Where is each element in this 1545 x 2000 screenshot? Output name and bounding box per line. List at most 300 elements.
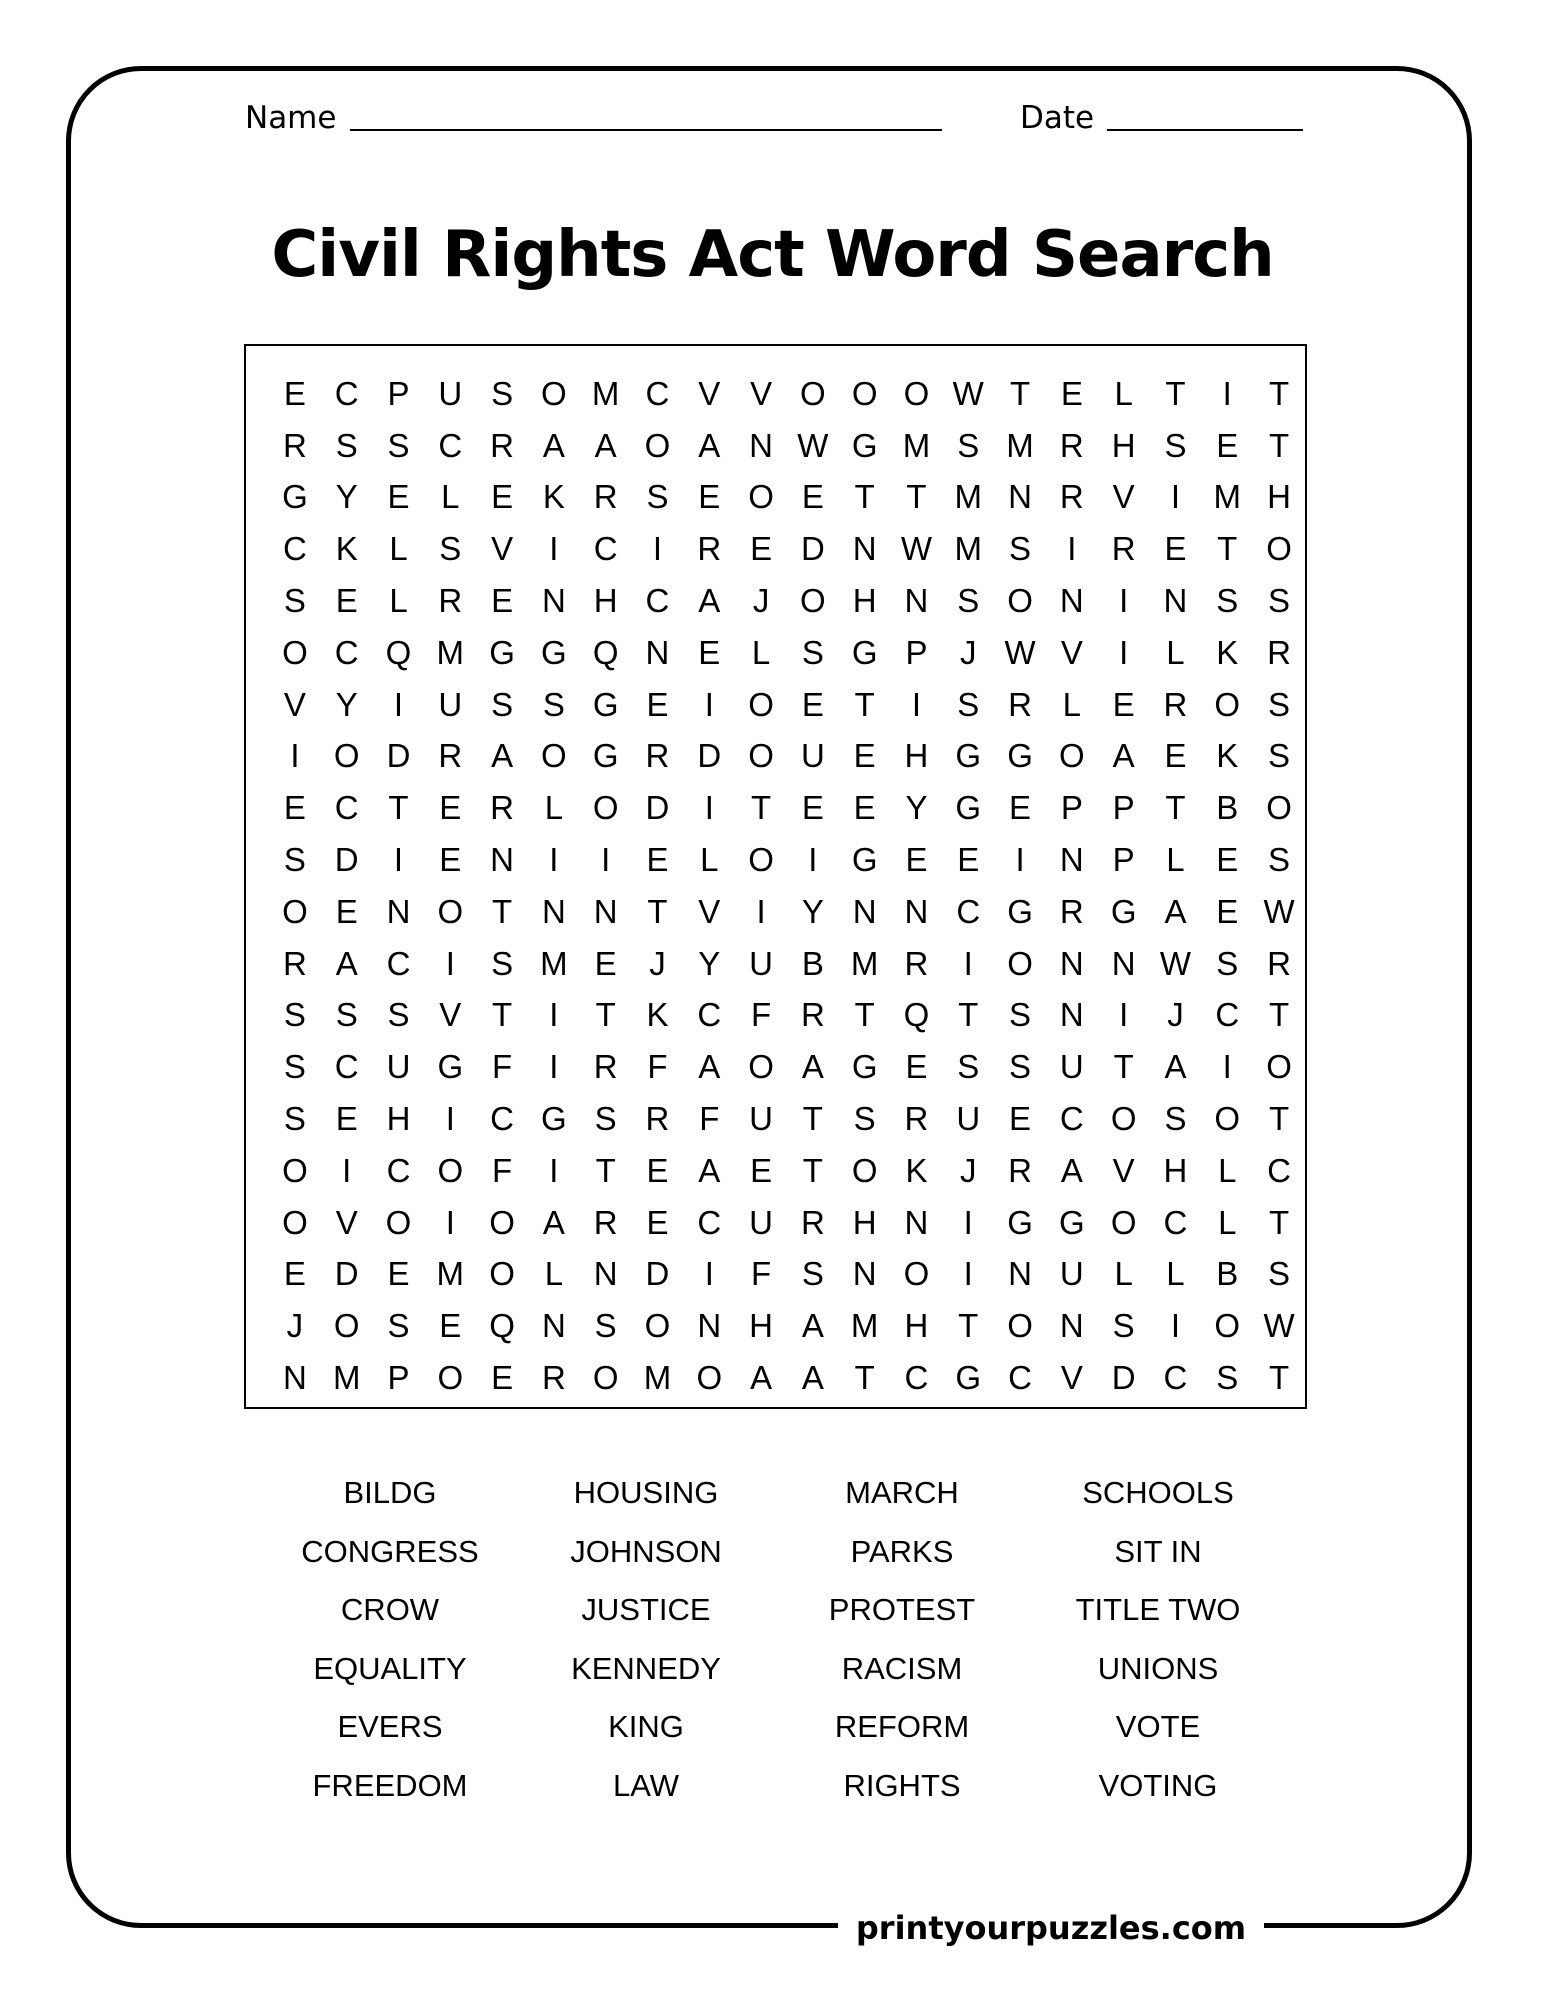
date-field-line — [1107, 129, 1303, 131]
grid-cell: I — [1015, 841, 1025, 879]
grid-cell: R — [490, 789, 514, 827]
grid-cell: S — [957, 426, 980, 464]
grid-cell: O — [282, 1151, 308, 1189]
grid-cell: R — [438, 582, 463, 620]
grid-cell: D — [645, 1255, 670, 1293]
grid-cell: T — [1165, 374, 1186, 412]
grid-cell: D — [1111, 1359, 1136, 1397]
grid-cell: T — [1268, 1203, 1290, 1241]
grid-cell: Y — [335, 685, 358, 723]
grid-cell: A — [1112, 737, 1135, 775]
grid-cell: S — [387, 1307, 410, 1345]
grid-cell: T — [1268, 1359, 1290, 1397]
grid-cell: A — [750, 1359, 773, 1397]
grid-cell: V — [491, 530, 514, 568]
grid-cell: G — [592, 685, 619, 723]
grid-cell: I — [756, 892, 766, 930]
grid-cell: I — [393, 841, 404, 879]
grid-cell: O — [437, 1359, 464, 1397]
grid-cell: W — [952, 374, 984, 412]
grid-cell: N — [1059, 1307, 1084, 1345]
grid-cell: T — [492, 892, 513, 930]
grid-cell: S — [1216, 944, 1239, 982]
grid-cell: E — [439, 789, 462, 827]
grid-cell: A — [1164, 892, 1187, 930]
grid-cell: R — [800, 996, 825, 1034]
grid-cell: O — [644, 1307, 671, 1345]
grid-cell: G — [437, 1048, 464, 1086]
grid-cell: N — [852, 530, 877, 568]
grid-cell: O — [1214, 1307, 1241, 1345]
grid-cell: E — [646, 1203, 669, 1241]
grid-cell: R — [1267, 944, 1291, 982]
grid-cell: B — [1216, 1255, 1239, 1293]
grid-cell: G — [1007, 1203, 1033, 1241]
grid-cell: I — [808, 841, 818, 879]
grid-cell: I — [445, 1203, 455, 1241]
grid-cell: V — [750, 374, 773, 412]
grid-cell: S — [1268, 1255, 1291, 1293]
grid-cell: K — [905, 1151, 928, 1189]
grid-cell: S — [1009, 530, 1032, 568]
grid-cell: G — [1059, 1203, 1085, 1241]
grid-cell: G — [851, 1048, 878, 1086]
grid-cell: H — [386, 1100, 411, 1138]
grid-cell: E — [1216, 841, 1239, 879]
grid-cell: R — [1008, 1151, 1032, 1189]
name-label: Name — [245, 100, 337, 136]
grid-cell: T — [854, 478, 875, 516]
word-list-item: BILDG — [343, 1475, 437, 1511]
grid-cell: C — [1008, 1359, 1032, 1397]
grid-cell: E — [1060, 374, 1083, 412]
grid-cell: I — [704, 789, 714, 827]
grid-cell: E — [750, 530, 773, 568]
grid-cell: S — [594, 1307, 617, 1345]
grid-cell: K — [1216, 737, 1239, 775]
grid-cell: V — [1112, 478, 1135, 516]
grid-cell: O — [282, 1203, 308, 1241]
grid-cell: E — [957, 841, 980, 879]
grid-cell: G — [1007, 737, 1033, 775]
grid-cell: R — [800, 1203, 825, 1241]
grid-cell: A — [594, 426, 617, 464]
grid-cell: O — [1214, 1100, 1241, 1138]
word-list-item: EVERS — [337, 1709, 443, 1745]
grid-cell: O — [541, 374, 567, 412]
grid-cell: M — [850, 1307, 879, 1345]
grid-cell: M — [591, 374, 620, 412]
grid-cell: D — [334, 841, 359, 879]
grid-cell: S — [1268, 582, 1291, 620]
grid-cell: L — [700, 841, 719, 879]
grid-cell: V — [698, 892, 721, 930]
grid-cell: J — [960, 1151, 977, 1189]
grid-cell: R — [282, 944, 307, 982]
grid-cell: S — [283, 841, 306, 879]
grid-cell: N — [1059, 996, 1084, 1034]
grid-cell: I — [1119, 582, 1129, 620]
grid-cell: O — [282, 633, 308, 671]
grid-cell: E — [853, 789, 876, 827]
grid-cell: L — [1166, 841, 1185, 879]
grid-cell: C — [490, 1100, 514, 1138]
grid-cell: H — [593, 582, 618, 620]
grid-cell: F — [699, 1100, 720, 1138]
word-list-item: EQUALITY — [313, 1650, 467, 1686]
grid-cell: S — [491, 944, 514, 982]
grid-cell: V — [335, 1203, 358, 1241]
grid-cell: O — [696, 1359, 723, 1397]
grid-cell: O — [333, 737, 360, 775]
word-list-item: SCHOOLS — [1082, 1475, 1234, 1511]
grid-cell: I — [445, 1100, 455, 1138]
grid-cell: T — [1268, 996, 1290, 1034]
grid-cell: O — [592, 789, 619, 827]
word-list-item: HOUSING — [573, 1475, 719, 1511]
grid-cell: V — [1112, 1151, 1135, 1189]
grid-cell: I — [704, 685, 714, 723]
grid-cell: T — [906, 478, 927, 516]
grid-cell: M — [436, 633, 465, 671]
grid-cell: P — [387, 1359, 410, 1397]
grid-cell: L — [1114, 1255, 1133, 1293]
grid-cell: U — [956, 1100, 981, 1138]
word-list-item: TITLE TWO — [1075, 1592, 1241, 1628]
grid-cell: T — [595, 996, 616, 1034]
grid-cell: C — [282, 530, 307, 568]
grid-cell: M — [1006, 426, 1034, 464]
word-list-item: MARCH — [845, 1475, 959, 1511]
word-list-item: JUSTICE — [581, 1592, 711, 1628]
grid-cell: E — [801, 685, 824, 723]
grid-cell: U — [438, 685, 463, 723]
word-list-item: JOHNSON — [570, 1533, 722, 1569]
grid-cell: B — [1216, 789, 1239, 827]
grid-cell: G — [851, 426, 878, 464]
grid-cell: O — [903, 1255, 930, 1293]
grid-cell: S — [957, 685, 980, 723]
word-list-item: LAW — [612, 1767, 680, 1803]
grid-cell: I — [1119, 996, 1129, 1034]
grid-cell: S — [646, 478, 669, 516]
grid-cell: K — [542, 478, 565, 516]
grid-cell: C — [386, 944, 411, 982]
grid-cell: I — [290, 737, 300, 775]
grid-cell: A — [1060, 1151, 1083, 1189]
grid-cell: E — [335, 892, 358, 930]
grid-cell: R — [282, 426, 307, 464]
grid-cell: R — [1267, 633, 1291, 671]
grid-cell: O — [748, 478, 774, 516]
grid-cell: O — [748, 841, 774, 879]
grid-cell: E — [646, 841, 669, 879]
grid-cell: C — [697, 1203, 722, 1241]
word-list-item: CROW — [340, 1592, 440, 1628]
grid-cell: S — [1164, 426, 1187, 464]
grid-cell: O — [1266, 1048, 1292, 1086]
grid-cell: F — [750, 996, 772, 1034]
grid-cell: N — [1111, 944, 1136, 982]
grid-cell: Y — [905, 789, 928, 827]
grid-cell: G — [851, 633, 878, 671]
grid-cell: S — [283, 582, 306, 620]
word-list-item: VOTING — [1098, 1767, 1218, 1803]
grid-cell: G — [541, 633, 567, 671]
grid-cell: T — [750, 789, 772, 827]
grid-cell: C — [904, 1359, 929, 1397]
grid-cell: R — [1008, 685, 1032, 723]
grid-cell: V — [698, 374, 721, 412]
grid-cell: C — [334, 374, 359, 412]
grid-cell: E — [801, 789, 824, 827]
grid-cell: S — [1009, 996, 1032, 1034]
grid-cell: E — [905, 1048, 928, 1086]
grid-cell: E — [801, 478, 824, 516]
grid-cell: S — [1216, 582, 1239, 620]
grid-cell: U — [1059, 1255, 1084, 1293]
grid-cell: Q — [385, 633, 412, 671]
grid-cell: A — [698, 1151, 721, 1189]
grid-cell: E — [439, 841, 462, 879]
grid-cell: I — [549, 1048, 559, 1086]
grid-cell: V — [1060, 633, 1083, 671]
grid-cell: R — [904, 1100, 929, 1138]
grid-cell: C — [1163, 1359, 1188, 1397]
grid-cell: E — [646, 1151, 669, 1189]
grid-cell: A — [698, 1048, 721, 1086]
grid-cell: H — [904, 737, 929, 775]
grid-cell: V — [439, 996, 462, 1034]
grid-cell: A — [1164, 1048, 1187, 1086]
grid-cell: I — [549, 996, 559, 1034]
grid-cell: S — [1268, 841, 1291, 879]
grid-cell: Q — [903, 996, 930, 1034]
grid-cell: M — [332, 1359, 361, 1397]
grid-cell: I — [1067, 530, 1077, 568]
word-list-item: UNIONS — [1097, 1650, 1219, 1686]
grid-cell: C — [956, 892, 981, 930]
grid-cell: L — [544, 789, 564, 827]
grid-cell: C — [334, 633, 359, 671]
grid-cell: O — [851, 1151, 878, 1189]
grid-cell: E — [646, 685, 669, 723]
grid-cell: N — [593, 892, 618, 930]
grid-cell: J — [960, 633, 977, 671]
grid-cell: S — [335, 426, 358, 464]
grid-cell: H — [852, 582, 877, 620]
grid-cell: U — [1059, 1048, 1084, 1086]
grid-cell: W — [1004, 633, 1036, 671]
grid-cell: S — [1112, 1307, 1135, 1345]
grid-cell: N — [1059, 944, 1084, 982]
word-list — [262, 1464, 1292, 1815]
grid-cell: I — [393, 685, 404, 723]
grid-cell: I — [911, 685, 922, 723]
grid-cell: F — [750, 1255, 772, 1293]
grid-cell: Q — [592, 633, 619, 671]
word-list-item: KING — [608, 1709, 684, 1745]
grid-cell: E — [698, 478, 721, 516]
grid-cell: E — [1009, 789, 1032, 827]
grid-cell: E — [698, 633, 721, 671]
grid-cell: L — [544, 1255, 564, 1293]
grid-cell: S — [387, 996, 410, 1034]
grid-cell: T — [1268, 1100, 1290, 1138]
grid-cell: N — [490, 841, 514, 879]
grid-cell: T — [1217, 530, 1238, 568]
grid-cell: C — [645, 582, 670, 620]
page-title: Civil Rights Act Word Search — [271, 218, 1274, 292]
grid-cell: J — [1167, 996, 1184, 1034]
letter-grid-box — [244, 344, 1307, 1409]
letter-grid — [269, 368, 1305, 1404]
grid-cell: L — [1114, 374, 1133, 412]
grid-cell: C — [438, 426, 463, 464]
grid-cell: U — [438, 374, 463, 412]
grid-cell: B — [801, 944, 824, 982]
grid-cell: M — [902, 426, 931, 464]
grid-cell: T — [854, 685, 875, 723]
grid-cell: I — [445, 944, 455, 982]
grid-cell: J — [649, 944, 666, 982]
grid-cell: G — [1007, 892, 1033, 930]
grid-cell: T — [492, 996, 513, 1034]
grid-cell: L — [1166, 633, 1185, 671]
grid-cell: E — [750, 1151, 773, 1189]
grid-cell: R — [541, 1359, 566, 1397]
grid-cell: E — [491, 1359, 514, 1397]
grid-cell: N — [541, 1307, 566, 1345]
grid-cell: M — [643, 1359, 672, 1397]
grid-cell: R — [438, 737, 463, 775]
grid-cell: G — [955, 789, 982, 827]
grid-cell: O — [748, 737, 774, 775]
grid-cell: E — [1216, 892, 1239, 930]
grid-cell: I — [1222, 1048, 1232, 1086]
grid-cell: O — [592, 1359, 619, 1397]
grid-cell: E — [1164, 530, 1187, 568]
grid-cell: N — [852, 1255, 877, 1293]
date-label: Date — [1020, 100, 1095, 136]
grid-cell: S — [542, 685, 565, 723]
grid-cell: W — [900, 530, 933, 568]
grid-cell: S — [439, 530, 462, 568]
grid-cell: L — [389, 530, 408, 568]
grid-cell: E — [1216, 426, 1239, 464]
grid-cell: N — [645, 633, 670, 671]
word-list-item: RIGHTS — [843, 1767, 961, 1803]
grid-cell: W — [797, 426, 829, 464]
grid-cell: M — [436, 1255, 465, 1293]
grid-cell: H — [1111, 426, 1136, 464]
grid-cell: P — [387, 374, 410, 412]
grid-cell: O — [644, 426, 671, 464]
grid-cell: L — [389, 582, 408, 620]
grid-cell: O — [1007, 944, 1033, 982]
grid-cell: L — [1218, 1203, 1237, 1241]
word-list-item: RACISM — [841, 1650, 963, 1686]
grid-cell: N — [1163, 582, 1188, 620]
grid-cell: F — [492, 1048, 513, 1086]
grid-cell: L — [1218, 1151, 1237, 1189]
grid-cell: R — [645, 737, 670, 775]
grid-cell: I — [963, 1203, 973, 1241]
grid-cell: G — [541, 1100, 567, 1138]
grid-cell: O — [1214, 685, 1241, 723]
grid-cell: N — [593, 1255, 618, 1293]
grid-cell: E — [439, 1307, 462, 1345]
grid-cell: S — [491, 374, 514, 412]
word-list-item: VOTE — [1115, 1709, 1201, 1745]
grid-cell: N — [852, 892, 877, 930]
grid-cell: U — [749, 1100, 773, 1138]
grid-cell: D — [334, 1255, 359, 1293]
grid-cell: N — [1059, 582, 1084, 620]
grid-cell: C — [645, 374, 670, 412]
grid-cell: S — [957, 1048, 980, 1086]
grid-cell: P — [1112, 789, 1135, 827]
grid-cell: N — [541, 582, 566, 620]
grid-cell: S — [335, 996, 358, 1034]
grid-cell: R — [1059, 478, 1084, 516]
word-list-item: FREEDOM — [312, 1767, 468, 1803]
grid-cell: N — [697, 1307, 722, 1345]
grid-cell: A — [698, 426, 721, 464]
grid-cell: E — [1112, 685, 1135, 723]
grid-cell: M — [850, 944, 879, 982]
grid-cell: R — [1059, 892, 1084, 930]
grid-cell: O — [333, 1307, 360, 1345]
grid-cell: O — [541, 737, 567, 775]
grid-cell: D — [800, 530, 825, 568]
grid-cell: G — [592, 737, 619, 775]
grid-cell: O — [385, 1203, 412, 1241]
word-list-item: PROTEST — [828, 1592, 976, 1628]
grid-cell: V — [283, 685, 306, 723]
grid-cell: M — [540, 944, 568, 982]
grid-cell: E — [283, 374, 306, 412]
grid-cell: T — [802, 1100, 823, 1138]
grid-cell: T — [958, 1307, 979, 1345]
word-list-item: KENNEDY — [571, 1650, 721, 1686]
grid-cell: O — [489, 1203, 515, 1241]
grid-cell: P — [1060, 789, 1083, 827]
grid-cell: C — [334, 1048, 359, 1086]
grid-cell: S — [801, 1255, 824, 1293]
grid-cell: A — [491, 737, 514, 775]
grid-cell: S — [957, 582, 980, 620]
grid-cell: S — [594, 1100, 617, 1138]
grid-cell: N — [1008, 1255, 1032, 1293]
grid-cell: G — [955, 737, 982, 775]
grid-cell: L — [1166, 1255, 1185, 1293]
grid-cell: S — [1268, 737, 1291, 775]
word-list-item: PARKS — [850, 1533, 954, 1569]
grid-cell: R — [645, 1100, 670, 1138]
grid-cell: P — [1112, 841, 1135, 879]
grid-cell: T — [647, 892, 668, 930]
grid-cell: W — [1159, 944, 1192, 982]
grid-cell: H — [1267, 478, 1291, 516]
grid-cell: W — [1263, 892, 1295, 930]
grid-cell: R — [1059, 426, 1084, 464]
grid-cell: D — [386, 737, 411, 775]
grid-cell: I — [342, 1151, 352, 1189]
grid-cell: I — [704, 1255, 714, 1293]
grid-cell: E — [853, 737, 876, 775]
grid-cell: N — [541, 892, 566, 930]
